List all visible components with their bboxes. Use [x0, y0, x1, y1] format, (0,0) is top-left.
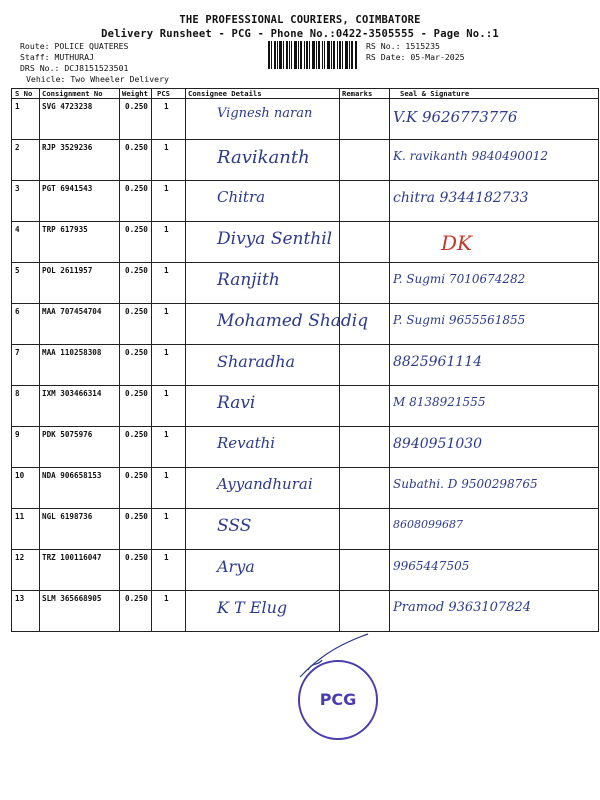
consignee-name-handwritten: Divya Senthil — [217, 229, 333, 249]
receiver-signature: P. Sugmi 7010674282 — [393, 272, 526, 286]
consignment-number: PDK 5075976 — [42, 430, 93, 439]
weight-value: 0.250 — [125, 594, 148, 603]
table-row — [11, 426, 599, 467]
pcs-value: 1 — [164, 553, 169, 562]
receiver-signature: V.K 9626773776 — [393, 108, 518, 126]
receiver-signature: DK — [441, 231, 472, 255]
table-row — [11, 303, 599, 344]
pcg-stamp — [298, 660, 378, 740]
pcs-value: 1 — [164, 307, 169, 316]
consignment-number: NDA 906658153 — [42, 471, 102, 480]
table-row — [11, 221, 599, 262]
consignee-name-handwritten: Chitra — [217, 188, 266, 206]
row-sno: 11 — [15, 512, 25, 521]
pcs-value: 1 — [164, 143, 169, 152]
row-sno: 8 — [15, 389, 20, 398]
row-sno: 12 — [15, 553, 25, 562]
weight-value: 0.250 — [125, 266, 148, 275]
pcs-value: 1 — [164, 389, 169, 398]
runsheet-meta-left — [20, 41, 169, 85]
table-row — [11, 139, 599, 180]
header-consignment: Consignment No — [42, 89, 103, 98]
receiver-signature: Pramod 9363107824 — [393, 600, 532, 615]
consignee-name-handwritten: Sharadha — [217, 352, 296, 371]
consignee-name-handwritten: Ravikanth — [217, 147, 310, 168]
row-sno: 13 — [15, 594, 25, 603]
consignee-name-handwritten: Arya — [217, 557, 255, 576]
pcs-value: 1 — [164, 471, 169, 480]
runsheet-meta-right — [366, 41, 465, 63]
pcs-value: 1 — [164, 184, 169, 193]
pcs-value: 1 — [164, 102, 169, 111]
drs-text: DRS No.: DCJ8151523501 — [20, 63, 129, 73]
route-text: Route: POLICE QUATERES — [20, 41, 129, 51]
stamp-text: PCG — [319, 690, 357, 709]
header-sno: S No — [15, 89, 33, 98]
weight-value: 0.250 — [125, 471, 148, 480]
receiver-signature: 9965447505 — [393, 559, 470, 573]
pcs-value: 1 — [164, 266, 169, 275]
receiver-signature: chitra 9344182733 — [393, 190, 529, 206]
table-row — [11, 98, 599, 139]
weight-value: 0.250 — [125, 307, 148, 316]
row-sno: 3 — [15, 184, 20, 193]
weight-value: 0.250 — [125, 430, 148, 439]
table-row — [11, 344, 599, 385]
consignment-number: SVG 4723238 — [42, 102, 93, 111]
pcs-value: 1 — [164, 225, 169, 234]
row-sno: 7 — [15, 348, 20, 357]
consignment-number: RJP 3529236 — [42, 143, 93, 152]
consignee-name-handwritten: Mohamed Shadiq — [217, 311, 369, 331]
pcs-value: 1 — [164, 512, 169, 521]
pcs-value: 1 — [164, 348, 169, 357]
table-row — [11, 467, 599, 508]
receiver-signature: Subathi. D 9500298765 — [393, 477, 538, 491]
receiver-signature: M 8138921555 — [393, 395, 486, 409]
table-row — [11, 180, 599, 221]
pcs-value: 1 — [164, 430, 169, 439]
table-row — [11, 549, 599, 590]
row-sno: 4 — [15, 225, 20, 234]
table-row — [11, 385, 599, 426]
header-seal: Seal & Signature — [400, 89, 470, 98]
receiver-signature: 8940951030 — [393, 436, 483, 452]
row-sno: 1 — [15, 102, 20, 111]
consignee-name-handwritten: SSS — [217, 516, 252, 536]
receiver-signature: 8608099687 — [393, 518, 463, 531]
row-sno: 10 — [15, 471, 25, 480]
company-title: THE PROFESSIONAL COURIERS, COIMBATORE — [179, 14, 421, 26]
consignment-number: PGT 6941543 — [42, 184, 93, 193]
consignment-number: MAA 110258308 — [42, 348, 102, 357]
weight-value: 0.250 — [125, 143, 148, 152]
consignment-number: NGL 6198736 — [42, 512, 93, 521]
consignment-number: TRZ 100116047 — [42, 553, 102, 562]
weight-value: 0.250 — [125, 348, 148, 357]
weight-value: 0.250 — [125, 184, 148, 193]
consignee-name-handwritten: K T Elug — [217, 598, 288, 617]
weight-value: 0.250 — [125, 102, 148, 111]
weight-value: 0.250 — [125, 389, 148, 398]
weight-value: 0.250 — [125, 225, 148, 234]
row-sno: 9 — [15, 430, 20, 439]
table-row — [11, 262, 599, 303]
row-sno: 5 — [15, 266, 20, 275]
consignee-name-handwritten: Ayyandhurai — [217, 475, 313, 493]
header-details: Consignee Details — [188, 89, 262, 98]
row-sno: 2 — [15, 143, 20, 152]
receiver-signature: P. Sugmi 9655561855 — [393, 313, 526, 327]
consignee-name-handwritten: Ranjith — [217, 270, 280, 290]
header-weight: Weight — [122, 89, 148, 98]
consignee-name-handwritten: Vignesh naran — [217, 106, 313, 121]
consignment-number: POL 2611957 — [42, 266, 93, 275]
consignment-number: TRP 617935 — [42, 225, 88, 234]
staff-text: Staff: MUTHURAJ — [20, 52, 94, 62]
barcode — [268, 41, 358, 69]
consignment-number: SLM 365668905 — [42, 594, 102, 603]
table-row — [11, 590, 599, 631]
table-rule — [11, 88, 599, 89]
weight-value: 0.250 — [125, 553, 148, 562]
header-remarks: Remarks — [342, 89, 373, 98]
weight-value: 0.250 — [125, 512, 148, 521]
vehicle-text: Vehicle: Two Wheeler Delivery — [26, 74, 169, 84]
pcs-value: 1 — [164, 594, 169, 603]
receiver-signature: K. ravikanth 9840490012 — [393, 149, 548, 163]
table-row — [11, 508, 599, 549]
consignment-number: MAA 707454704 — [42, 307, 102, 316]
rs-number: RS No.: 1515235 — [366, 41, 440, 51]
runsheet-title: Delivery Runsheet - PCG - Phone No.:0422-3505555 - Page No.:1 — [101, 28, 499, 40]
header-pcs: PCS — [157, 89, 170, 98]
consignment-number: IXM 303466314 — [42, 389, 102, 398]
row-sno: 6 — [15, 307, 20, 316]
consignee-name-handwritten: Ravi — [217, 393, 256, 413]
delivery-table — [11, 88, 599, 636]
consignee-name-handwritten: Revathi — [217, 434, 276, 452]
rs-date: RS Date: 05-Mar-2025 — [366, 52, 465, 62]
receiver-signature: 8825961114 — [393, 354, 483, 370]
